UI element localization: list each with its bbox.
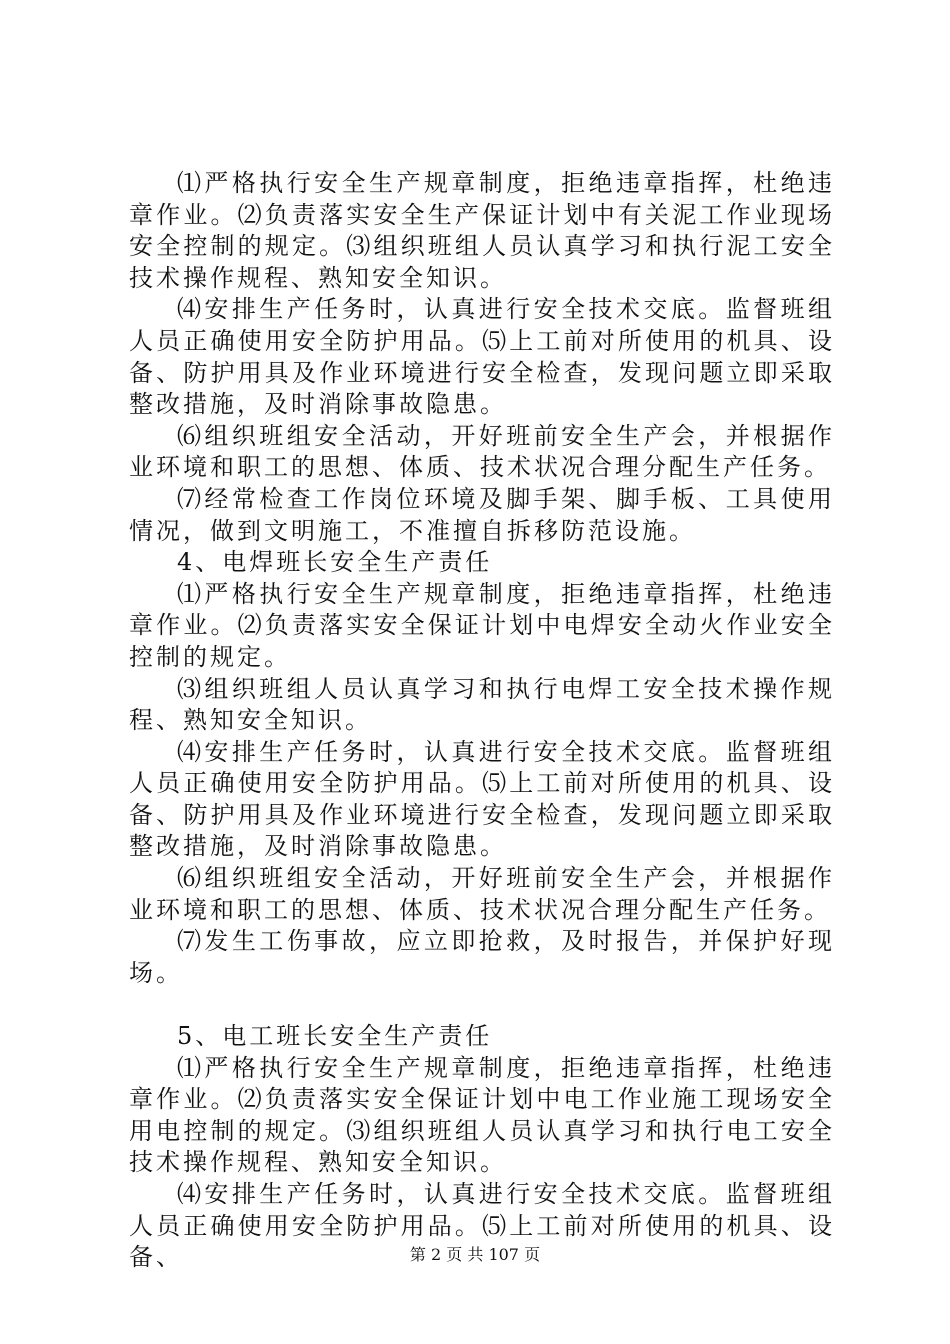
paragraph-electrician-duties-1: ⑴严格执行安全生产规章制度，拒绝违章指挥，杜绝违章作业。⑵负责落实安全保证计划中电工作业施工现场安全用电控制的规定。⑶组织班组人员认真学习和执行电工安全技术操作规程、熟知安全知识。 [129,1053,835,1177]
body-text [129,168,835,1274]
page-number-footer: 第 2 页 共 107 页 [409,1245,541,1264]
paragraph-mason-duties-4: ⑺经常检查工作岗位环境及脚手架、脚手板、工具使用情况，做到文明施工，不准擅自拆移防范设施。 [129,484,835,545]
paragraph-mason-duties-3: ⑹组织班组安全活动，开好班前安全生产会，并根据作业环境和职工的思想、体质、技术状况合理分配生产任务。 [129,421,835,482]
paragraph-mason-duties-1: ⑴严格执行安全生产规章制度，拒绝违章指挥，杜绝违章作业。⑵负责落实安全生产保证计划中有关泥工作业现场安全控制的规定。⑶组织班组人员认真学习和执行泥工安全技术操作规程、熟知安全知识。 [129,169,835,292]
section-heading-welder: 4、电焊班长安全生产责任 [177,548,493,577]
paragraph-welder-duties-3: ⑷安排生产任务时，认真进行安全技术交底。监督班组人员正确使用安全防护用品。⑸上工前对所使用的机具、设备、防护用具及作业环境进行安全检查，发现问题立即采取整改措施，及时消除事故隐患。 [129,737,835,861]
paragraph-electrician-duties-2: ⑷安排生产任务时，认真进行安全技术交底。监督班组人员正确使用安全防护用品。⑸上工前对所使用的机具、设备、 [129,1180,835,1272]
paragraph-welder-duties-2: ⑶组织班组人员认真学习和执行电焊工安全技术操作规程、熟知安全知识。 [129,674,835,735]
section-heading-electrician: 5、电工班长安全生产责任 [177,1022,493,1051]
paragraph-welder-duties-4: ⑹组织班组安全活动，开好班前安全生产会，并根据作业环境和职工的思想、体质、技术状况合理分配生产任务。 [129,864,835,924]
paragraph-welder-duties-5: ⑺发生工伤事故，应立即抢救，及时报告，并保护好现场。 [129,927,835,987]
paragraph-mason-duties-2: ⑷安排生产任务时，认真进行安全技术交底。监督班组人员正确使用安全防护用品。⑸上工前对所使用的机具、设备、防护用具及作业环境进行安全检查，发现问题立即采取整改措施，及时消除事故隐患。 [129,295,835,419]
paragraph-welder-duties-1: ⑴严格执行安全生产规章制度，拒绝违章指挥，杜绝违章作业。⑵负责落实安全保证计划中电焊安全动火作业安全控制的规定。 [129,579,835,671]
